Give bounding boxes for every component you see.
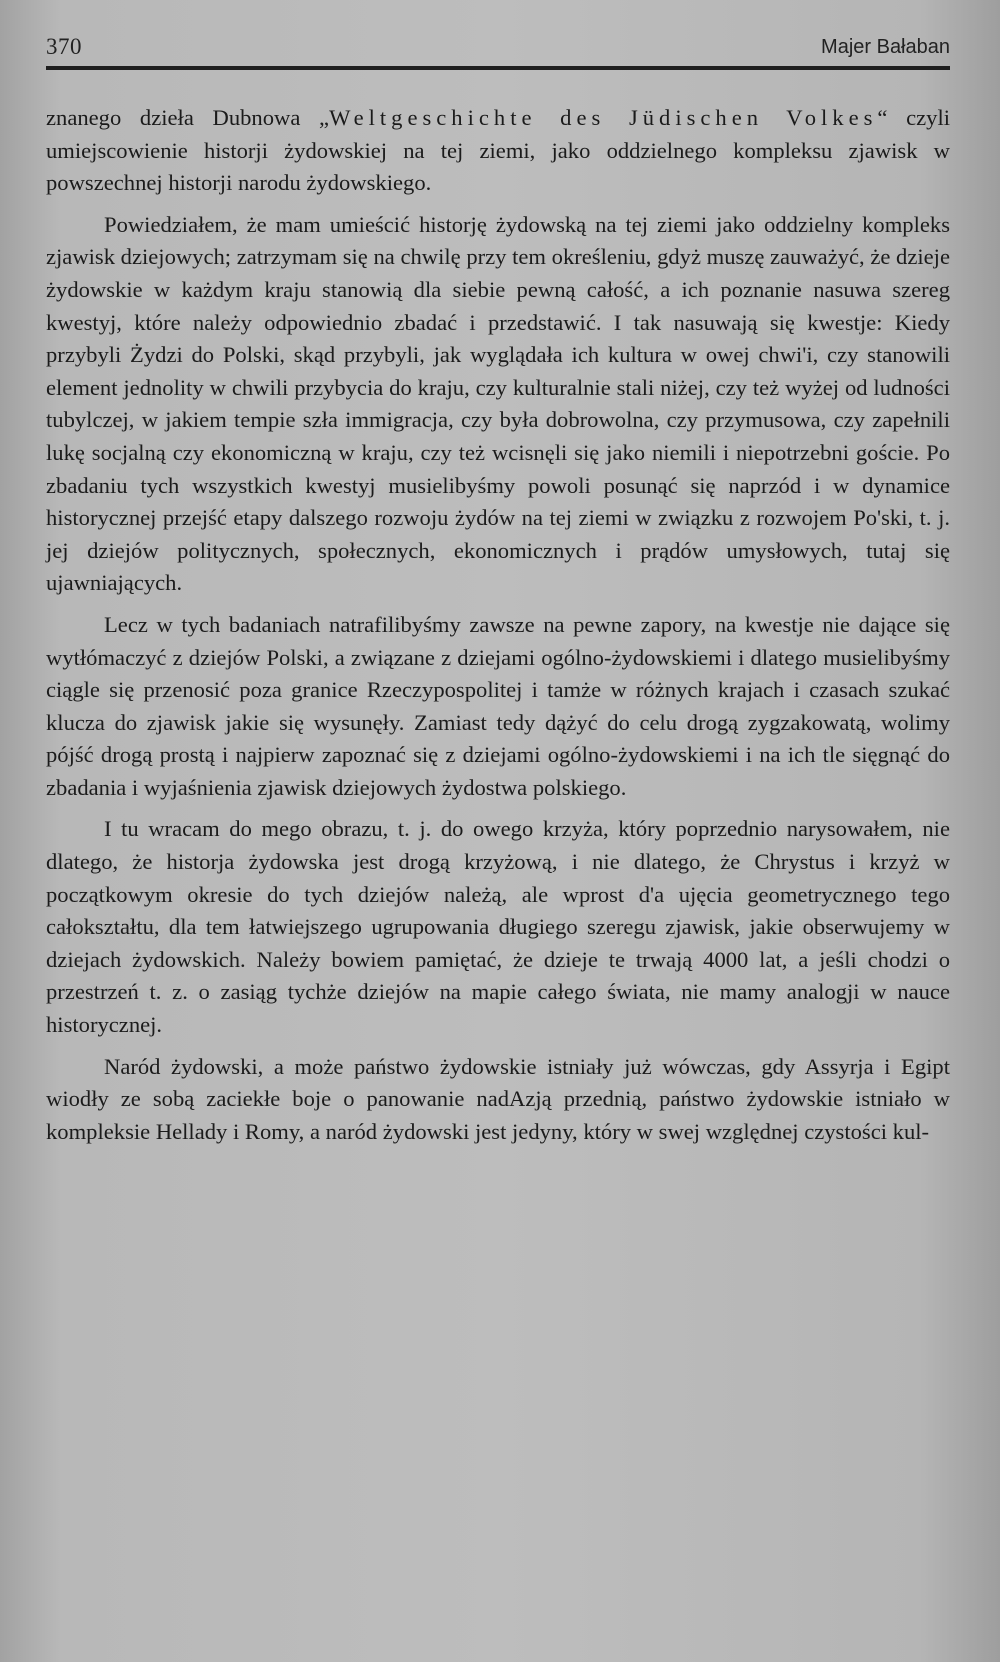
body-text [46, 102, 950, 1148]
header-rule [46, 66, 950, 70]
page-number: 370 [46, 34, 82, 59]
paragraph-2: Powiedziałem, że mam umieścić historję żydowską na tej ziemi jako oddzielny kompleks zjawisk dziejowych; zatrzymam się na chwilę przy tem określeniu, gdyż muszę zauważyć, że dzieje żydowskie w każdym kraju stanowią dla siebie pewną całość, a ich poznanie nasuwa szereg kwestyj, które należy odpowiednio zbadać i przedstawić. I tak nasuwają się kwestje: Kiedy przybyli Żydzi do Polski, skąd przybyli, jak wyglądała ich kultura w owej chwi'i, czy stanowili element jednolity w chwili przybycia do kraju, czy kulturalnie stali niżej, czy też wyżej od ludności tubylczej, w jakiem tempie szła immigracja, czy była dobrowolna, czy przymusowa, czy zapełnili lukę socjalną czy ekonomiczną w kraju, czy też wcisnęli się jako niemili i niepotrzebni goście. Po zbadaniu tych wszystkich kwestyj musielibyśmy powoli posunąć się naprzód i w dynamice historycznej przejść etapy dalszego rozwoju żydów na tej ziemi w związku z rozwojem Po'ski, t. j. jej dziejów politycznych, społecznych, ekonomicznych i prądów umysłowych, tutaj się ujawniających. [46, 211, 950, 596]
spaced-book-title: Weltgeschichte des Jüdischen Volkes [329, 105, 878, 130]
page-header [46, 34, 950, 66]
paragraph-1-lead: znanego dzieła Dubnowa „ [46, 105, 330, 130]
paragraph-1 [46, 102, 950, 200]
running-head: Majer Bałaban [821, 36, 950, 58]
paragraph-4: I tu wracam do mego obrazu, t. j. do owego krzyża, który poprzednio narysowałem, nie dlatego, że historja żydowska jest drogą krzyżową, i nie dlatego, że Chrystus i krzyż w początkowym okresie do tych dziejów należą, ale wprost d'a ujęcia geometrycznego tego całokształtu, dla tem łatwiejszego ugrupowania długiego szeregu zjawisk, jakie obserwujemy w dziejach żydowskich. Należy bowiem pamiętać, że dzieje te trwają 4000 lat, a jeśli chodzi o przestrzeń t. z. o zasiąg tychże dziejów na mapie całego świata, nie mamy analogji w nauce historycznej. [46, 816, 950, 1038]
paragraph-3: Lecz w tych badaniach natrafilibyśmy zawsze na pewne zapory, na kwestje nie dające się wytłómaczyć z dziejów Polski, a związane z dziejami ogólno-żydowskiemi i dlatego musielibyśmy ciągle się przenosić poza granice Rzeczypospolitej i tamże w różnych krajach i czasach szukać klucza do zjawisk jakie się wysunęły. Zamiast tedy dążyć do celu drogą zygzakowatą, wolimy pójść drogą prostą i najpierw zapoznać się z dziejami ogólno-żydowskiemi i na ich tle sięgnąć do zbadania i wyjaśnienia zjawisk dziejowych żydostwa polskiego. [46, 611, 950, 800]
paragraph-5: Naród żydowski, a może państwo żydowskie istniały już wówczas, gdy Assyrja i Egipt wiodły ze sobą zaciekłe boje o panowanie nadAzją przednią, państwo żydowskie istniało w kompleksie Hellady i Romy, a naród żydowski jest jedyny, który w swej względnej czystości kul- [46, 1053, 950, 1144]
paragraph-1-rest: “ czyli umiejscowienie historji żydowskiej na tej ziemi, jako oddzielnego kompleksu zjawisk w powszechnej historji narodu żydowskiego. [46, 105, 950, 196]
